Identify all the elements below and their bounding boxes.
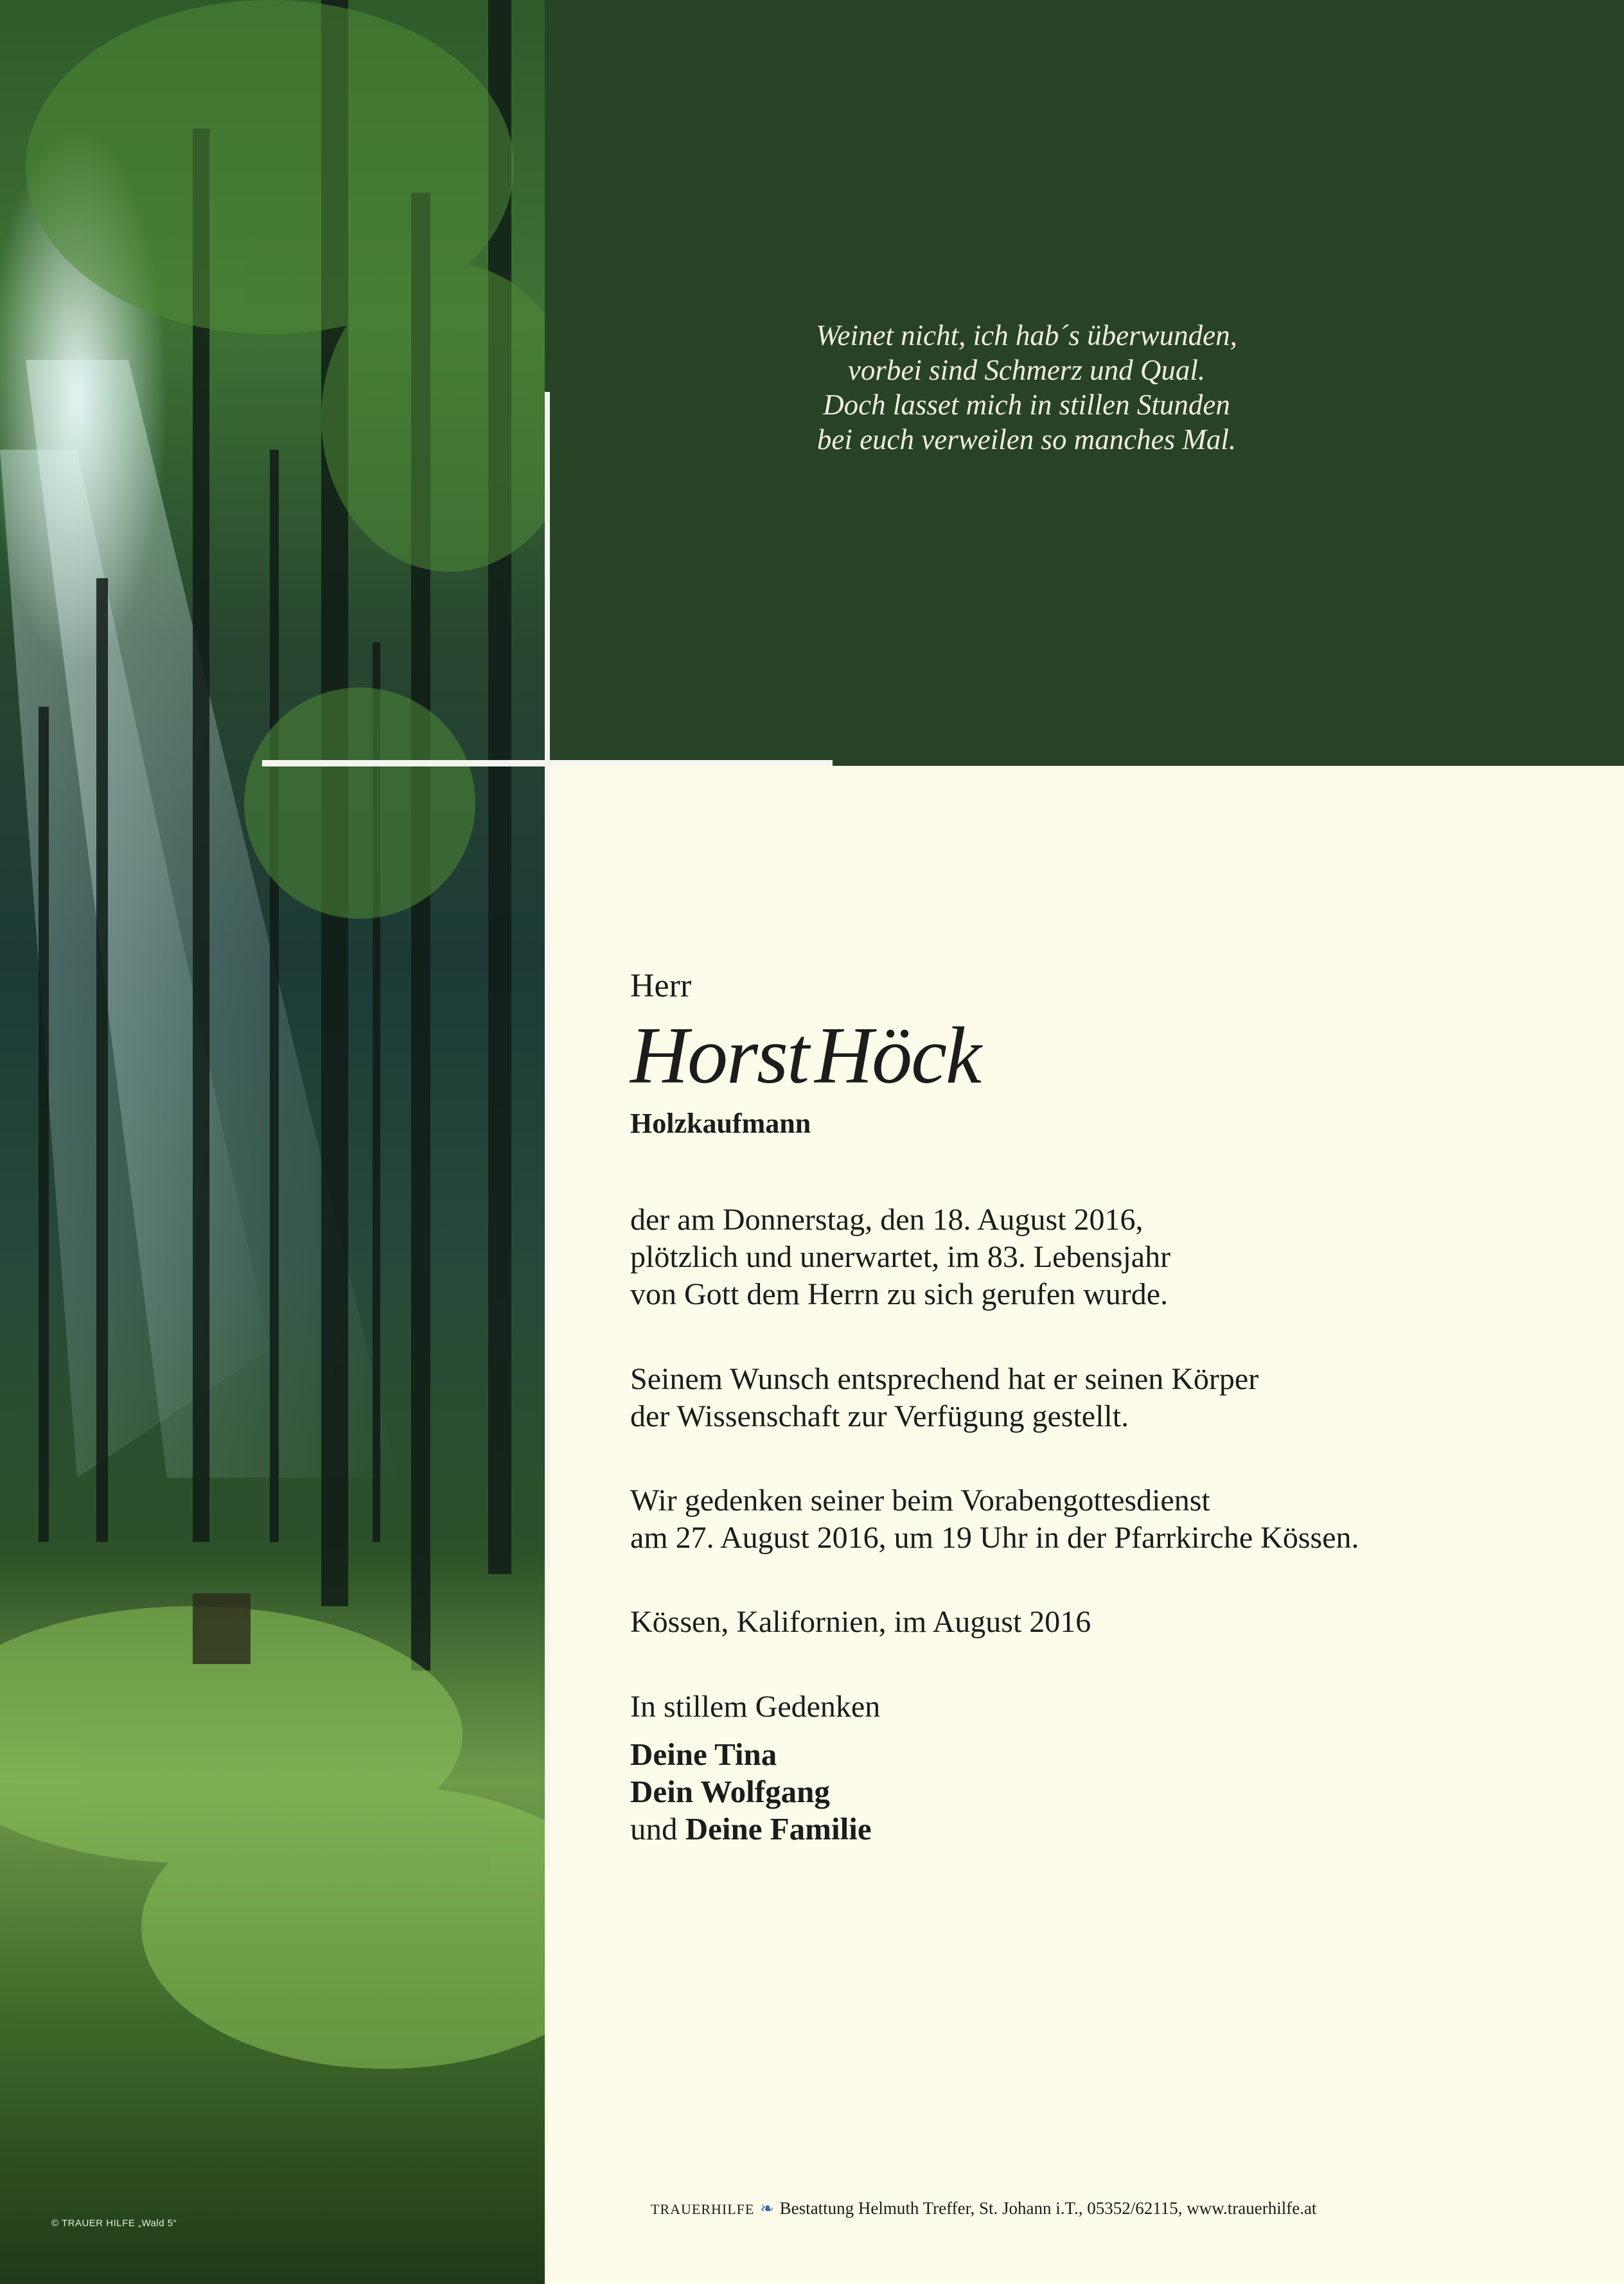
verse-line: Weinet nicht, ich hab´s überwunden, — [816, 319, 1237, 351]
death-announcement — [630, 1201, 1170, 1313]
footer — [651, 2199, 1316, 2218]
text-line: von Gott dem Herrn zu sich gerufen wurde. — [630, 1277, 1169, 1311]
cross-horizontal-bar — [262, 760, 833, 766]
text-line: Seinem Wunsch entsprechend hat er seinen Körper — [630, 1362, 1259, 1396]
cross-vertical-bar — [545, 392, 550, 1870]
salutation: Herr — [630, 968, 692, 1004]
footer-text: Bestattung Helmuth Treffer, St. Johann i.T., 05352/62115, www.trauerhilfe.at — [779, 2199, 1317, 2218]
signer-prefix: und — [630, 1811, 678, 1846]
memorial-service — [630, 1482, 1359, 1557]
verse-line: Doch lasset mich in stillen Stunden — [823, 389, 1230, 421]
deceased-name — [630, 1012, 980, 1101]
occupation: Holzkaufmann — [630, 1108, 811, 1139]
text-line: der am Donnerstag, den 18. August 2016, — [630, 1203, 1143, 1237]
footer-brand: TRAUERHILFE — [651, 2201, 755, 2217]
verse-line: vorbei sind Schmerz und Qual. — [847, 354, 1206, 386]
forest-illustration — [0, 0, 545, 2284]
signer: Deine Tina — [630, 1737, 777, 1772]
photo-credit: © TRAUER HILFE „Wald 5“ — [51, 2218, 177, 2229]
text-line: Kössen, Kalifornien, im August 2016 — [630, 1605, 1091, 1639]
verse — [545, 318, 1508, 457]
signer: Dein Wolfgang — [630, 1774, 830, 1809]
text-line: plötzlich und unerwartet, im 83. Lebensjahr — [630, 1240, 1171, 1274]
text-line: der Wissenschaft zur Verfügung gestellt. — [630, 1399, 1129, 1433]
donation-note — [630, 1361, 1258, 1435]
text-line: Wir gedenken seiner beim Vorabengottesdienst — [630, 1483, 1210, 1518]
dove-icon: ❧ — [760, 2199, 774, 2218]
text-line: In stillem Gedenken — [630, 1690, 881, 1724]
text-line: am 27. August 2016, um 19 Uhr in der Pfarrkirche Kössen. — [630, 1521, 1359, 1555]
last-name: Höck — [815, 1011, 980, 1101]
closing-phrase — [630, 1688, 880, 1726]
verse-line: bei euch verweilen so manches Mal. — [816, 423, 1237, 456]
verse-panel — [545, 0, 1624, 766]
signer: Deine Familie — [685, 1811, 872, 1846]
first-name: Horst — [630, 1011, 809, 1101]
place-date — [630, 1604, 1091, 1641]
signers — [630, 1736, 872, 1848]
forest-photo — [0, 0, 545, 2284]
